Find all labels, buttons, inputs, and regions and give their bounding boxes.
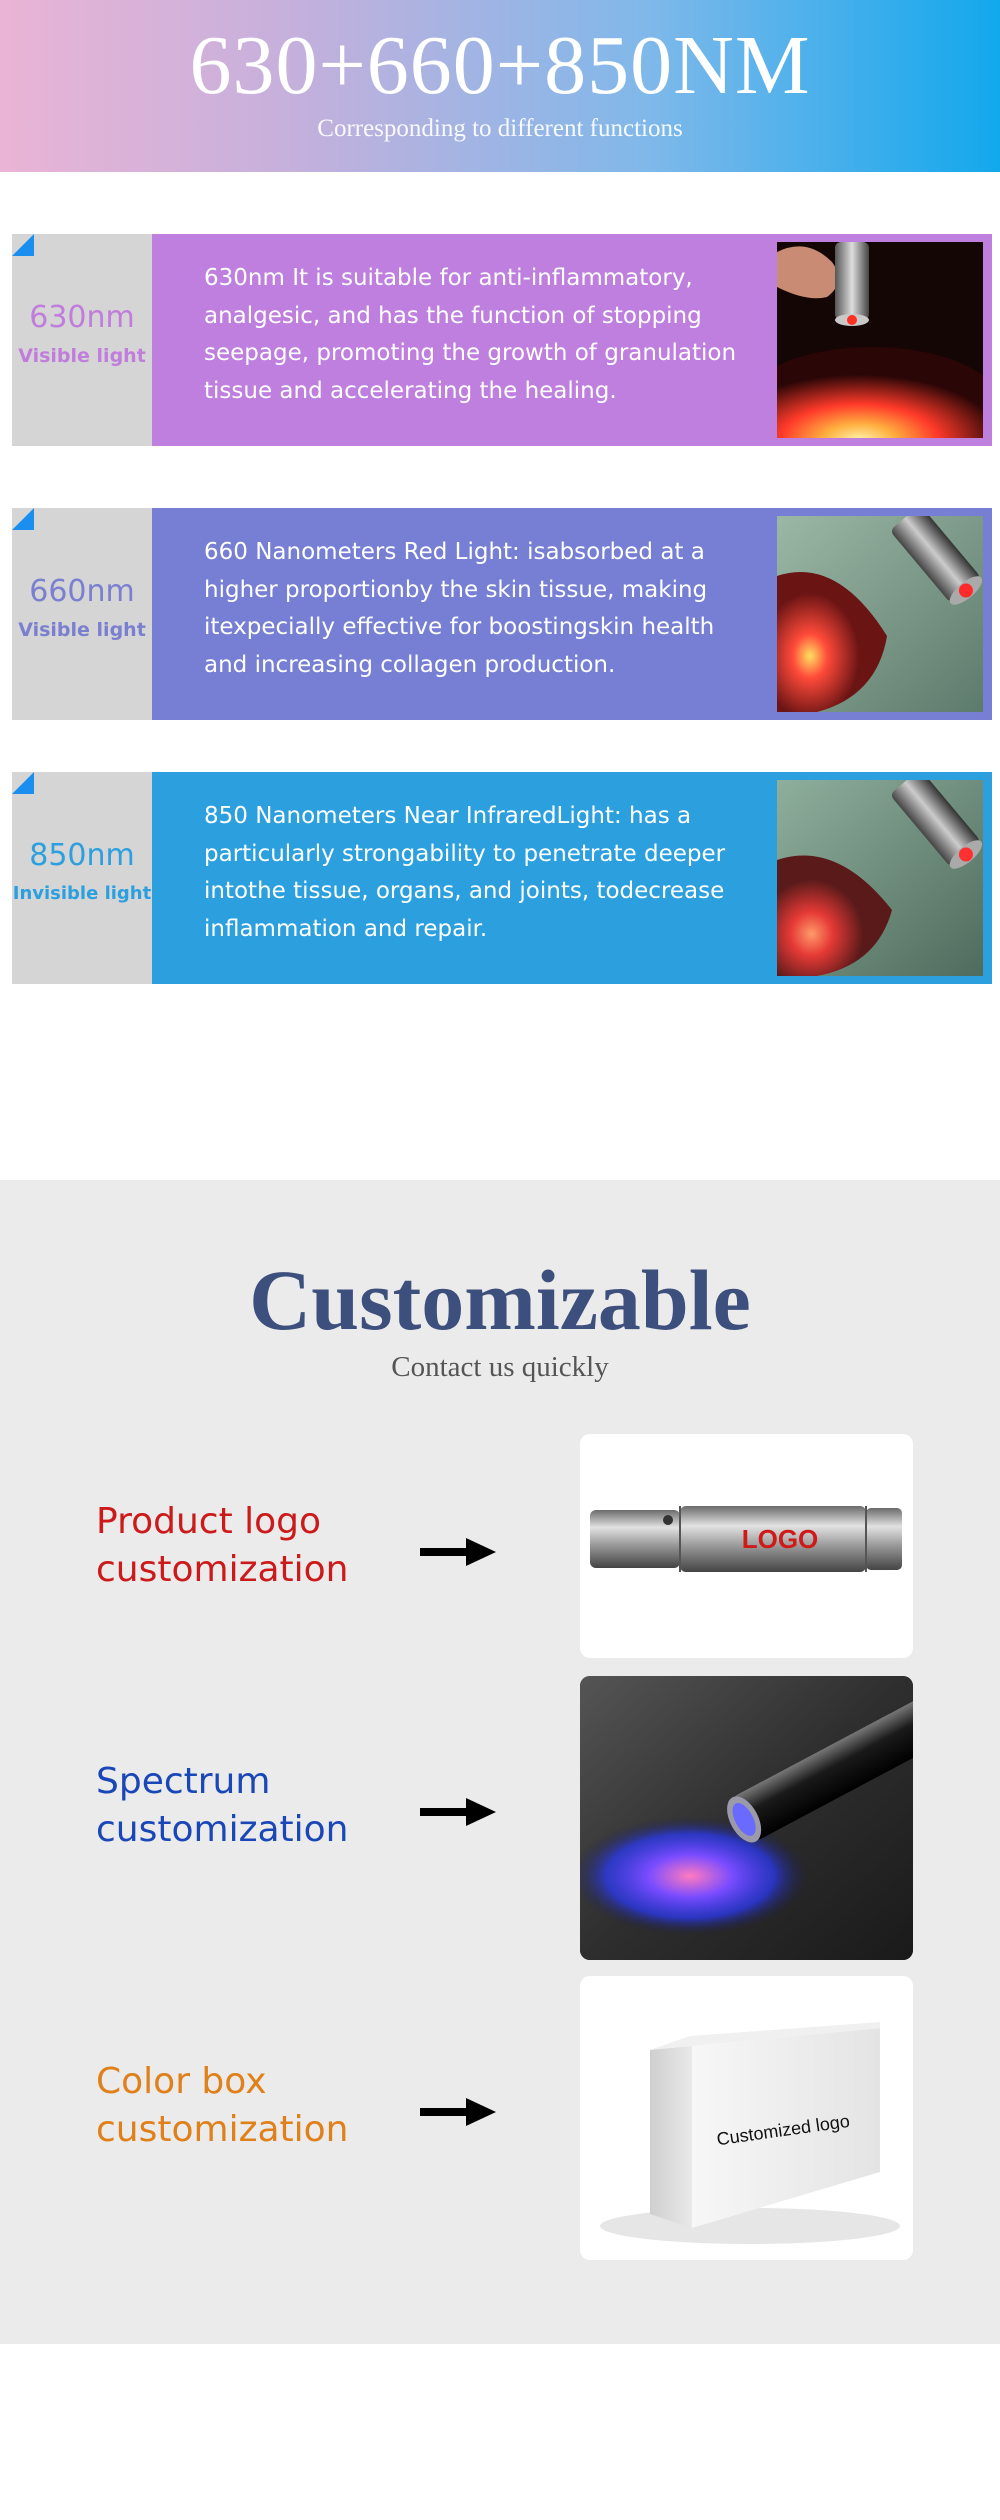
section-subtitle: Contact us quickly xyxy=(391,1351,609,1383)
white-box-photo xyxy=(580,1976,913,2260)
band-description: 850 Nanometers Near InfraredLight: has a particularly strongability to penetrate deeper intothe tissue, organs, and joints, todecrease inflammation and repair. xyxy=(204,803,726,942)
feature-label: Spectrum customization xyxy=(96,1761,349,1850)
arrow-right-icon xyxy=(420,1798,496,1826)
band-630nm xyxy=(12,234,992,446)
band-label xyxy=(12,772,152,984)
hero-banner xyxy=(0,0,1000,172)
flashlight-logo-photo xyxy=(580,1434,913,1658)
band-label xyxy=(12,234,152,446)
band-description: 660 Nanometers Red Light: isabsorbed at a higher proportionby the skin tissue, making itexpecially effective for boostingskin health and increasing collagen production. xyxy=(204,539,715,678)
band-label xyxy=(12,508,152,720)
blue-light-flashlight-photo xyxy=(580,1676,913,1960)
band-description: 630nm It is suitable for anti-inflammatory, analgesic, and has the function of stopping seepage, promoting the growth of granulation tissue and accelerating the healing. xyxy=(204,265,737,404)
band-wavelength: 850nm xyxy=(29,838,135,873)
corner-triangle-icon xyxy=(12,772,34,794)
box-logo-text: Customized logo xyxy=(715,2110,851,2150)
flashlight-logo-text: LOGO xyxy=(741,1524,819,1554)
red-light-on-skin-photo xyxy=(777,242,983,438)
arrow-right-icon xyxy=(420,2098,496,2126)
band-description-panel xyxy=(152,234,992,446)
red-light-on-hand-photo xyxy=(777,516,983,712)
band-light-kind: Visible light xyxy=(18,619,146,641)
band-light-kind: Invisible light xyxy=(12,883,152,904)
feature-label: Product logo customization xyxy=(96,1501,349,1590)
band-wavelength: 660nm xyxy=(29,574,135,609)
infrared-light-on-hand-photo xyxy=(777,780,983,976)
corner-triangle-icon xyxy=(12,508,34,530)
hero-subtitle: Corresponding to different functions xyxy=(317,115,683,142)
corner-triangle-icon xyxy=(12,234,34,256)
band-wavelength: 630nm xyxy=(29,300,135,335)
band-description-panel xyxy=(152,508,992,720)
hero-title: 630+660+850NM xyxy=(189,19,811,112)
customizable-section xyxy=(0,1180,1000,2344)
band-660nm xyxy=(12,508,992,720)
band-description-panel xyxy=(152,772,992,984)
band-light-kind: Visible light xyxy=(18,345,146,367)
band-850nm xyxy=(12,772,992,984)
section-title: Customizable xyxy=(249,1252,751,1348)
feature-label: Color box customization xyxy=(96,2061,349,2150)
arrow-right-icon xyxy=(420,1538,496,1566)
